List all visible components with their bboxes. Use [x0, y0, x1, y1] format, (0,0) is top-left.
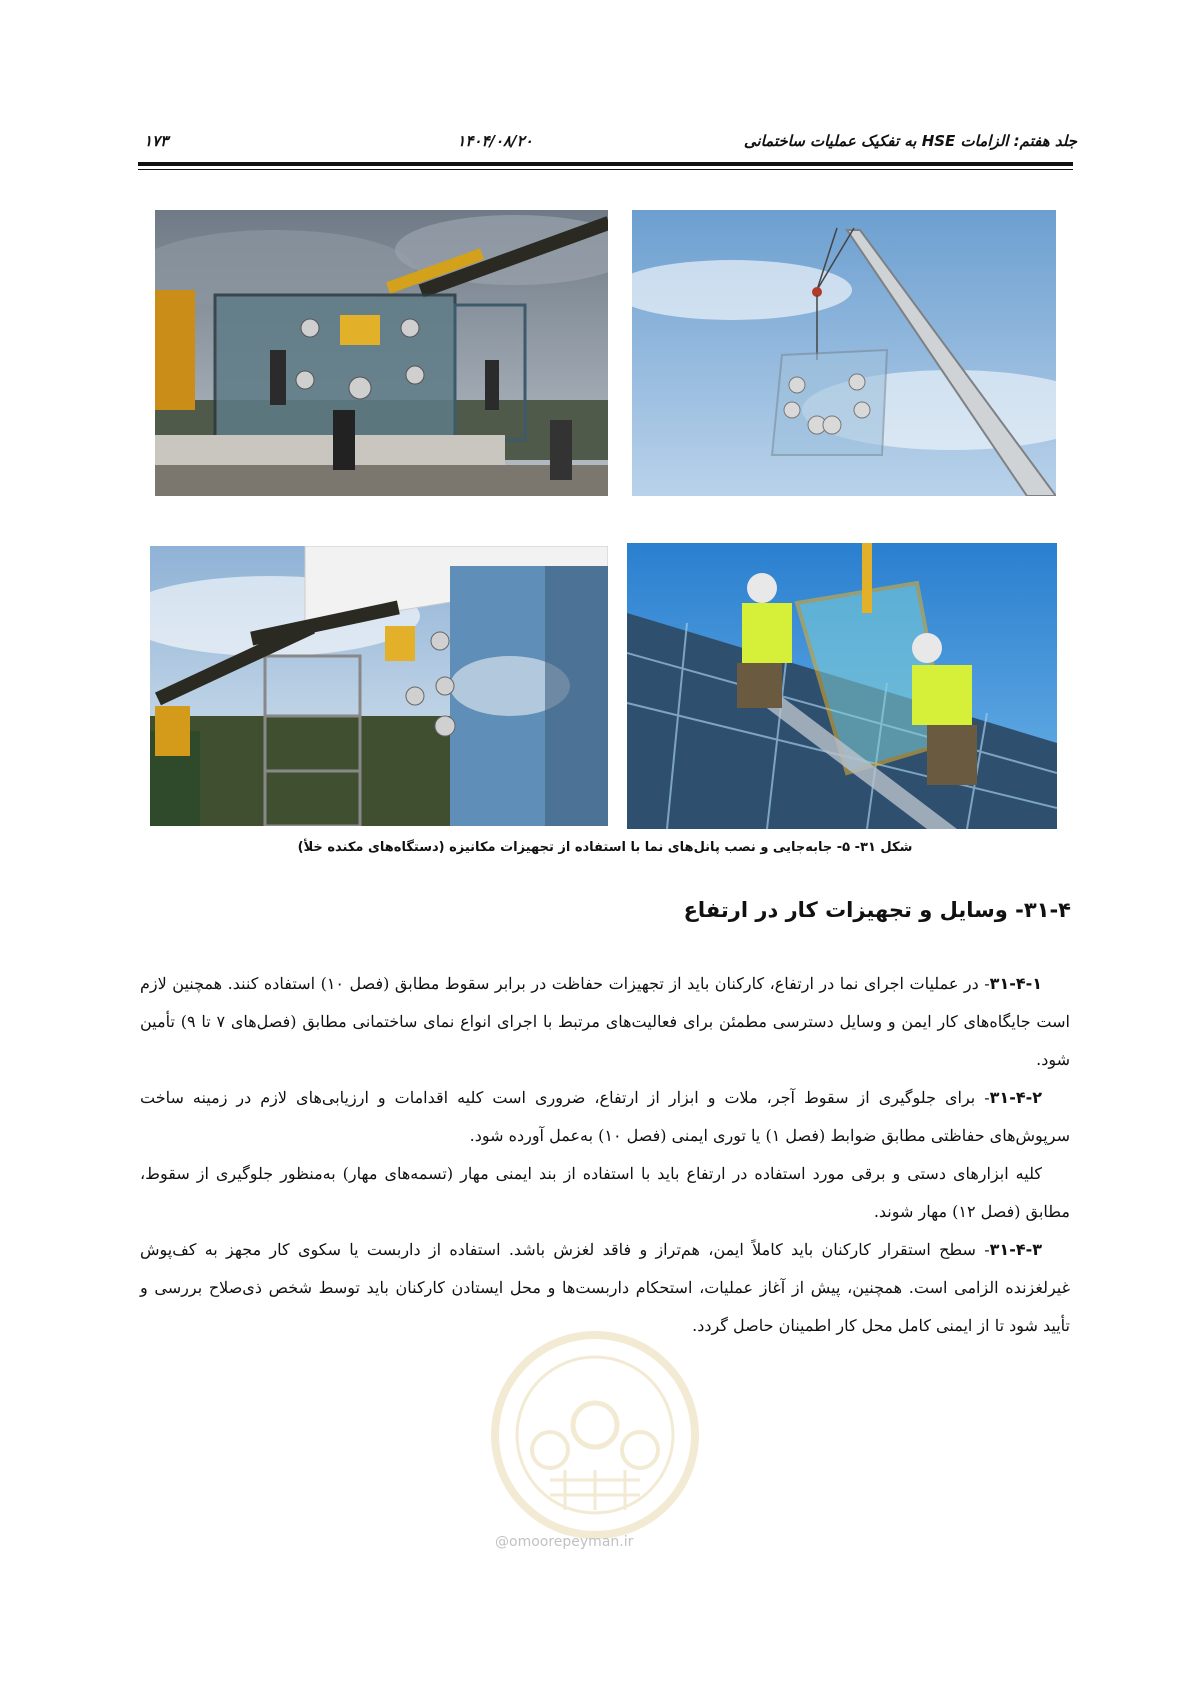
paragraph-text: - سطح استقرار کارکنان باید کاملاً ایمن، هم‌تراز و فاقد لغزش باشد. استفاده از داربست یا سکوی کار مجهز به کف‌پوش غیرلغزنده الزامی است. همچنین، پیش از آغاز عملیات، استحکام داربست‌ها و محل ایستادن کارکنان باید توسط شخص ذی‌صلاح بررسی و تأیید شود تا از ایمنی کامل محل کار اطمینان حاصل گردد. [140, 1240, 1070, 1335]
watermark-text: @omoorepeyman.ir [495, 1534, 634, 1550]
header-rule-thick [138, 162, 1073, 166]
photo-truck-crane-glass-panel [155, 210, 608, 496]
body-text [140, 965, 1070, 1345]
photo-facade-glass-installation [150, 546, 608, 826]
section-title: ۳۱-۴- وسایل و تجهیزات کار در ارتفاع [683, 898, 1071, 922]
paragraph-text: - برای جلوگیری از سقوط آجر، ملات و ابزار از ارتفاع، ضروری است کلیه اقدامات و ارزیابی‌های لازم در زمینه ساخت سرپوش‌های حفاظتی مطابق ضوابط (فصل ۱) یا توری ایمنی (فصل ۱۰) به‌عمل آورده شود. [140, 1088, 1070, 1145]
header-rule-thin [138, 169, 1073, 170]
paragraph-text: - در عملیات اجرای نما در ارتفاع، کارکنان باید از تجهیزات حفاظت در برابر سقوط مطابق (فصل ۱۰) استفاده کنند. همچنین لازم است جایگاه‌های کار ایمن و وسایل دسترسی مطمئن برای فعالیت‌های مرتبط با اجرای انواع نمای ساختمانی مطابق (فصل‌های ۷ تا ۹) تأمین شود. [140, 974, 1070, 1069]
paragraph-text: کلیه ابزارهای دستی و برقی مورد استفاده در ارتفاع باید با استفاده از بند ایمنی مهار (تسمه‌های مهار) به‌منظور جلوگیری از سقوط، مطابق (فصل ۱۲) مهار شوند. [140, 1164, 1070, 1221]
page-number: ۱۷۳ [144, 132, 169, 150]
header-date: ۱۴۰۴/۰۸/۲۰ [457, 132, 533, 150]
paragraph-number: ۳۱-۴-۳ [989, 1240, 1042, 1259]
paragraph-1 [140, 965, 1070, 1079]
header-title: جلد هفتم: الزامات HSE به تفکیک عملیات ساختمانی [743, 132, 1077, 150]
photo-crane-vacuum-lifter-sky [632, 210, 1056, 496]
paragraph-2 [140, 1079, 1070, 1155]
paragraph-3 [140, 1155, 1070, 1231]
photo-workers-sloped-glass-roof [627, 543, 1057, 829]
watermark-logo [480, 1320, 710, 1560]
paragraph-number: ۳۱-۴-۱ [989, 974, 1043, 993]
paragraph-number: ۳۱-۴-۲ [989, 1088, 1042, 1107]
figure-caption: شکل ۳۱- ۵- جابه‌جایی و نصب پانل‌های نما با استفاده از تجهیزات مکانیزه (دستگاه‌های مکنده خلأ) [297, 840, 913, 855]
